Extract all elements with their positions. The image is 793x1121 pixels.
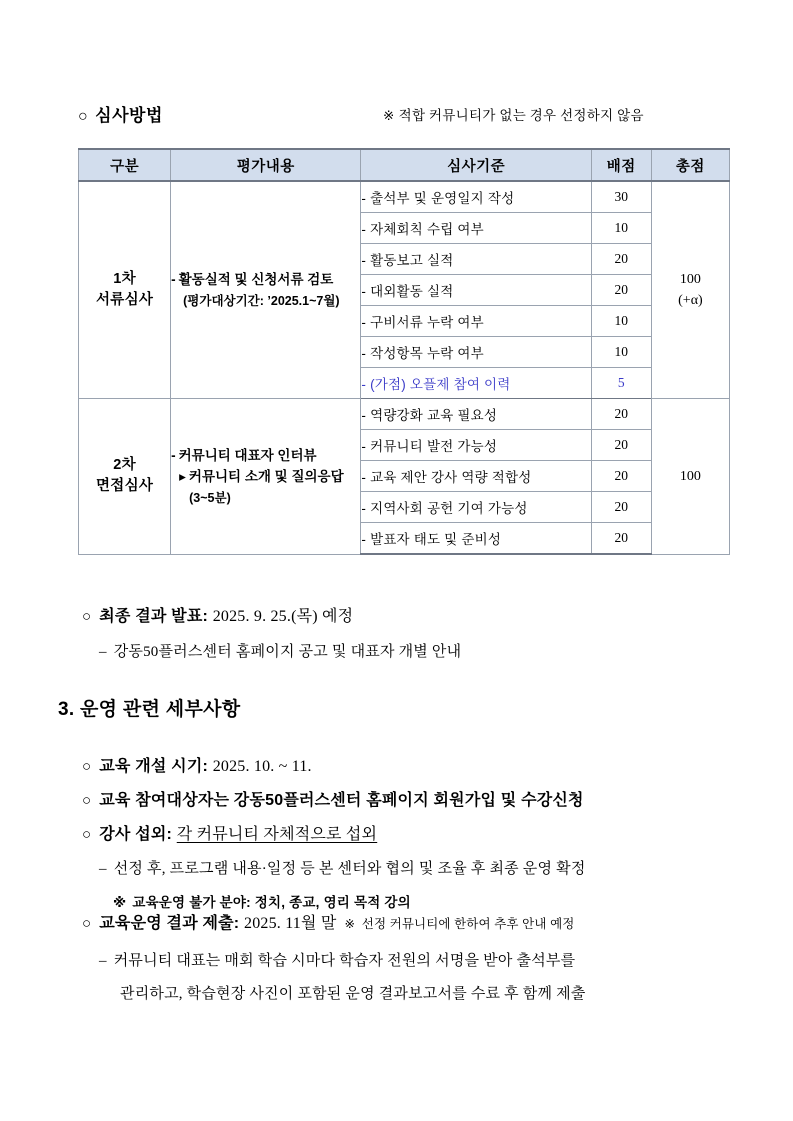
cell-points: 10 [591,306,651,337]
section3-submit-detail-line1 [99,950,793,973]
content-2-line1: 커뮤니티 대표자 인터뷰 [178,447,317,463]
cell-criteria [361,399,591,430]
cell-points-bonus: 5 [591,368,651,399]
cell-points: 10 [591,213,651,244]
cell-criteria [361,244,591,275]
review-method-heading [78,101,163,126]
cell-points: 30 [591,181,651,213]
cell-content-2 [171,399,361,555]
cell-criteria [361,337,591,368]
criteria-text: 대외활동 실적 [370,284,454,299]
content-1-dash: - [171,272,176,288]
cell-gubun-1 [79,181,171,399]
gubun-2-line1: 2차 [113,457,136,474]
criteria-text: 역량강화 교육 필요성 [370,408,498,423]
table-row [79,399,730,430]
cell-gubun-2 [79,399,171,555]
section3-submit-label: 교육운영 결과 제출: [99,915,240,932]
criteria-text: 출석부 및 운영일지 작성 [370,191,515,206]
cell-criteria [361,275,591,306]
section3-item-0-value: 2025. 10. ~ 11. [212,758,312,775]
cell-points: 10 [591,337,651,368]
circle-bullet-icon: ○ [82,826,92,843]
section3-item-1 [82,790,793,813]
review-method-title: 심사방법 [95,106,163,125]
asterisk-icon: ※ [344,917,356,931]
criteria-dash: - [361,315,367,330]
section3-submit-detail-text2: 관리하고, 학습현장 사진이 포함된 운영 결과보고서를 수료 후 함께 제출 [120,986,586,1002]
header-total: 총점 [651,149,729,181]
section3-star-note-text: 교육운영 불가 분야: 정치, 종교, 영리 목적 강의 [132,895,411,910]
review-method-heading-row [78,101,738,126]
criteria-dash: - [361,222,367,237]
total-1-value: 100 [679,272,701,287]
circle-bullet-icon: ○ [82,758,92,775]
final-result-value: 2025. 9. 25.(목) 예정 [212,608,354,625]
content-2-dash: - [171,447,176,463]
section3-submit [82,913,793,936]
criteria-text: 발표자 태도 및 준비성 [370,532,502,547]
gubun-2-line2: 면접심사 [95,478,154,495]
final-result-line [82,606,793,629]
section3-submit-note: 선정 커뮤니티에 한하여 추후 안내 예정 [361,917,575,931]
asterisk-icon: ※ [383,108,395,123]
criteria-dash: - [361,501,367,516]
table-head [79,149,730,181]
criteria-text: 커뮤니티 발전 가능성 [370,439,498,454]
criteria-dash: - [361,439,367,454]
section3-title-text: 3. 운영 관련 세부사항 [58,699,241,720]
review-criteria-table [78,148,730,555]
circle-bullet-icon: ○ [82,792,92,809]
content-1-line2: (평가대상기간: ’2025.1~7월) [183,293,340,308]
criteria-dash: - [361,377,367,392]
review-method-note [383,104,644,124]
cell-points: 20 [591,492,651,523]
criteria-text: 자체회칙 수립 여부 [370,222,484,237]
cell-points: 20 [591,399,651,430]
section3-submit-value: 2025. 11월 말 [244,915,337,932]
table-header-row [79,149,730,181]
criteria-dash: - [361,470,367,485]
cell-criteria-bonus [361,368,591,399]
final-result-subline [99,641,793,664]
cell-criteria [361,213,591,244]
total-1-sub: (+α) [678,293,703,308]
section3-item-2-value: 각 커뮤니티 자체적으로 섭외 [176,826,378,843]
section3-star-note [113,891,793,911]
review-criteria-table-wrap [78,148,730,555]
dash-bullet-icon: – [99,644,107,660]
header-criteria: 심사기준 [361,149,591,181]
criteria-dash: - [361,408,367,423]
cell-points: 20 [591,430,651,461]
circle-bullet-icon: ○ [82,608,92,625]
criteria-text: 활동보고 실적 [370,253,454,268]
criteria-dash: - [361,532,367,547]
gubun-1-line1: 1차 [113,270,136,287]
cell-points: 20 [591,523,651,555]
dash-bullet-icon: – [99,861,107,877]
content-2-subdash-icon: ▸ [179,469,186,485]
circle-bullet-icon: ○ [82,915,92,932]
criteria-dash: - [361,284,367,299]
section3-dash-note-text: 선정 후, 프로그램 내용·일정 등 본 센터와 협의 및 조율 후 최종 운영 확정 [113,861,586,877]
section3-submit-detail-line2 [120,983,793,1006]
content-2-line3: (3~5분) [189,490,231,505]
final-result-sub-text: 강동50플러스센터 홈페이지 공고 및 대표자 개별 안내 [113,644,462,660]
dash-bullet-icon: – [99,953,107,969]
asterisk-icon: ※ [113,895,127,910]
section3-item-2-label: 강사 섭외: [99,826,173,843]
cell-total-2 [651,399,729,555]
cell-content-1 [171,181,361,399]
cell-points: 20 [591,275,651,306]
gubun-1-line2: 서류심사 [95,292,154,308]
cell-criteria [361,181,591,213]
table-row [79,181,730,213]
total-2-value: 100 [679,468,701,484]
criteria-dash: - [361,346,367,361]
cell-criteria [361,523,591,555]
section3-item-0-label: 교육 개설 시기: [99,758,209,775]
section3-submit-detail-text1: 커뮤니티 대표는 매회 학습 시마다 학습자 전원의 서명을 받아 출석부를 [113,953,576,969]
cell-points: 20 [591,461,651,492]
circle-bullet-icon: ○ [78,108,89,125]
cell-criteria [361,306,591,337]
criteria-text: 구비서류 누락 여부 [370,315,484,330]
cell-total-1 [651,181,729,399]
section3-dash-note [99,858,793,881]
criteria-dash: - [361,253,367,268]
criteria-dash: - [361,191,367,206]
section3-item-2 [82,824,793,847]
section3-item-0 [82,756,793,779]
criteria-text: 교육 제안 강사 역량 적합성 [370,470,532,485]
cell-criteria [361,430,591,461]
header-content: 평가내용 [171,149,361,181]
content-2-line2: 커뮤니티 소개 및 질의응답 [188,469,344,485]
table-body [79,181,730,554]
review-method-note-text: 적합 커뮤니티가 없는 경우 선정하지 않음 [398,108,644,123]
header-gubun: 구분 [79,149,171,181]
section3-title [58,694,793,721]
section3-item-1-label: 교육 참여대상자는 강동50플러스센터 홈페이지 회원가입 및 수강신청 [99,792,584,809]
header-points: 배점 [591,149,651,181]
criteria-text: 작성항목 누락 여부 [370,346,484,361]
content-1-line1: 활동실적 및 신청서류 검토 [178,272,334,288]
final-result-label: 최종 결과 발표: [99,608,209,625]
criteria-text: (가점) 오플제 참여 이력 [370,377,511,392]
cell-criteria [361,461,591,492]
criteria-text: 지역사회 공헌 기여 가능성 [370,501,528,516]
cell-points: 20 [591,244,651,275]
cell-criteria [361,492,591,523]
